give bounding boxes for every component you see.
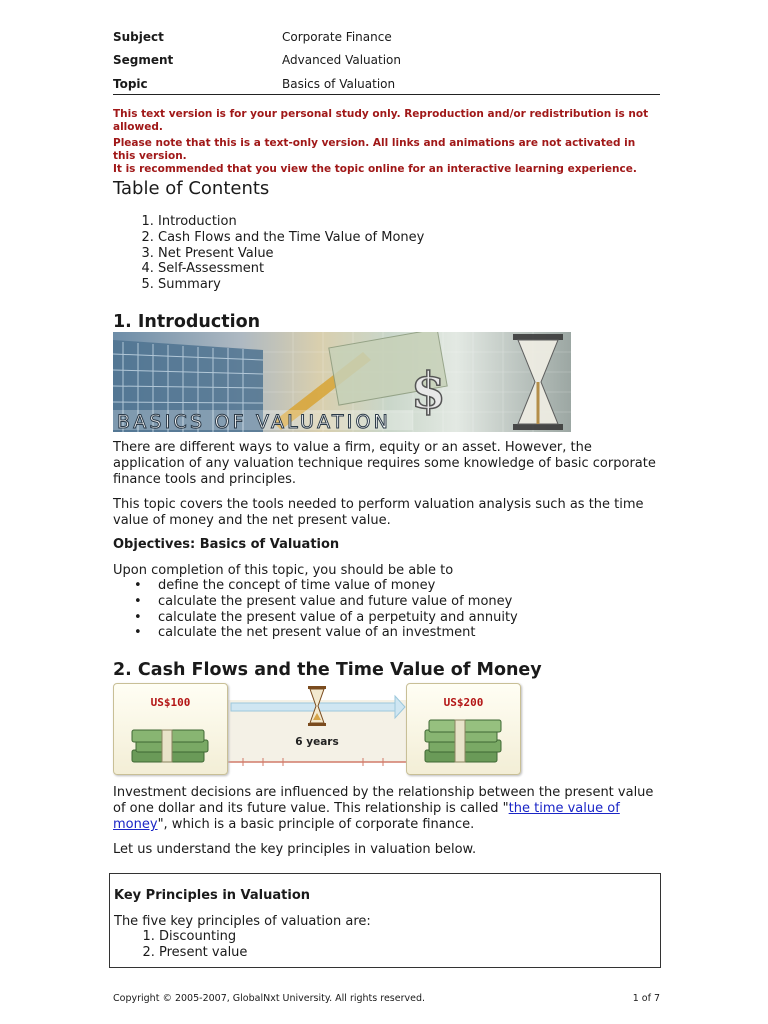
intro-paragraph-1: There are different ways to value a firm, equity or an asset. However, the application of any valuation technique requires some knowledge of basic corporate finance tools and principles. bbox=[113, 440, 656, 487]
toc-title: Table of Contents bbox=[113, 178, 270, 199]
key-principle-item: 2. Present value bbox=[159, 945, 247, 961]
objectives-list bbox=[113, 578, 518, 641]
hourglass-illustration bbox=[513, 334, 563, 430]
time-value-of-money-link[interactable]: the time value of money bbox=[113, 801, 620, 832]
metadata-value: Corporate Finance bbox=[282, 29, 392, 44]
duration-label: 6 years bbox=[295, 736, 339, 748]
personal-use-notice: This text version is for your personal study only. Reproduction and/or redistribution is not allowed. bbox=[113, 108, 649, 133]
section-heading-introduction: 1. Introduction bbox=[113, 312, 261, 332]
key-principle-item: 1. Discounting bbox=[159, 929, 247, 945]
metadata-row-segment bbox=[113, 49, 660, 73]
banner-title: BASICS OF VALUATION bbox=[117, 411, 392, 432]
money-stack-icon bbox=[407, 684, 520, 774]
objectives-title: Objectives: Basics of Valuation bbox=[113, 537, 340, 552]
toc-list bbox=[113, 214, 424, 293]
objective-item: • calculate the present value of a perpetuity and annuity bbox=[158, 610, 518, 626]
valuation-banner-image bbox=[113, 332, 571, 432]
cash-flows-paragraph-1 bbox=[113, 785, 660, 833]
metadata-value: Advanced Valuation bbox=[282, 53, 401, 68]
metadata-key: Segment bbox=[113, 53, 174, 68]
section-heading-cash-flows: 2. Cash Flows and the Time Value of Money bbox=[113, 660, 542, 680]
future-value-card bbox=[406, 683, 521, 775]
toc-item: 4. Self-Assessment bbox=[158, 261, 424, 277]
toc-item: 1. Introduction bbox=[158, 214, 424, 230]
money-stack-icon bbox=[114, 684, 227, 774]
metadata-row-topic bbox=[113, 72, 660, 96]
present-value-amount: US$100 bbox=[150, 696, 191, 709]
objective-item: • define the concept of time value of money bbox=[158, 578, 518, 594]
key-principles-lead: The five key principles of valuation are: bbox=[114, 914, 371, 929]
toc-item: 2. Cash Flows and the Time Value of Money bbox=[158, 230, 424, 246]
paragraph-text: ", which is a basic principle of corporate finance. bbox=[157, 817, 475, 832]
time-value-figure bbox=[113, 682, 522, 775]
metadata-value: Basics of Valuation bbox=[282, 76, 396, 91]
page-number: 1 of 7 bbox=[632, 993, 660, 1004]
key-principles-title: Key Principles in Valuation bbox=[114, 888, 311, 903]
topic-metadata bbox=[113, 25, 660, 96]
objective-item: • calculate the present value and future value of money bbox=[158, 594, 518, 610]
metadata-key: Subject bbox=[113, 29, 164, 44]
toc-item: 3. Net Present Value bbox=[158, 246, 424, 262]
metadata-row-subject bbox=[113, 25, 660, 49]
text-only-notice bbox=[113, 137, 660, 176]
dollar-sign-icon: $ bbox=[411, 361, 446, 420]
text-only-notice-line-1: Please note that this is a text-only version. All links and animations are not activated in this version. bbox=[113, 137, 636, 162]
intro-paragraph-2: This topic covers the tools needed to perform valuation analysis such as the time value of money and the net present value. bbox=[113, 497, 644, 528]
present-value-card bbox=[113, 683, 228, 775]
future-value-amount: US$200 bbox=[443, 696, 484, 709]
page-footer bbox=[113, 993, 660, 1004]
copyright-text: Copyright © 2005-2007, GlobalNxt University. All rights reserved. bbox=[113, 993, 426, 1004]
toc-item: 5. Summary bbox=[158, 277, 424, 293]
cash-flows-paragraph-2: Let us understand the key principles in valuation below. bbox=[113, 842, 477, 857]
key-principles-box bbox=[109, 873, 661, 968]
objectives-lead: Upon completion of this topic, you should be able to bbox=[113, 563, 454, 578]
key-principles-list bbox=[114, 929, 247, 961]
text-only-notice-line-2: It is recommended that you view the topic online for an interactive learning experience. bbox=[113, 163, 637, 175]
metadata-key: Topic bbox=[113, 76, 148, 91]
header-divider bbox=[113, 94, 660, 95]
objective-item: • calculate the net present value of an investment bbox=[158, 625, 518, 641]
paragraph-text: Investment decisions are influenced by the relationship between the present value of one dollar and its future value. This relationship is called " bbox=[113, 785, 654, 816]
